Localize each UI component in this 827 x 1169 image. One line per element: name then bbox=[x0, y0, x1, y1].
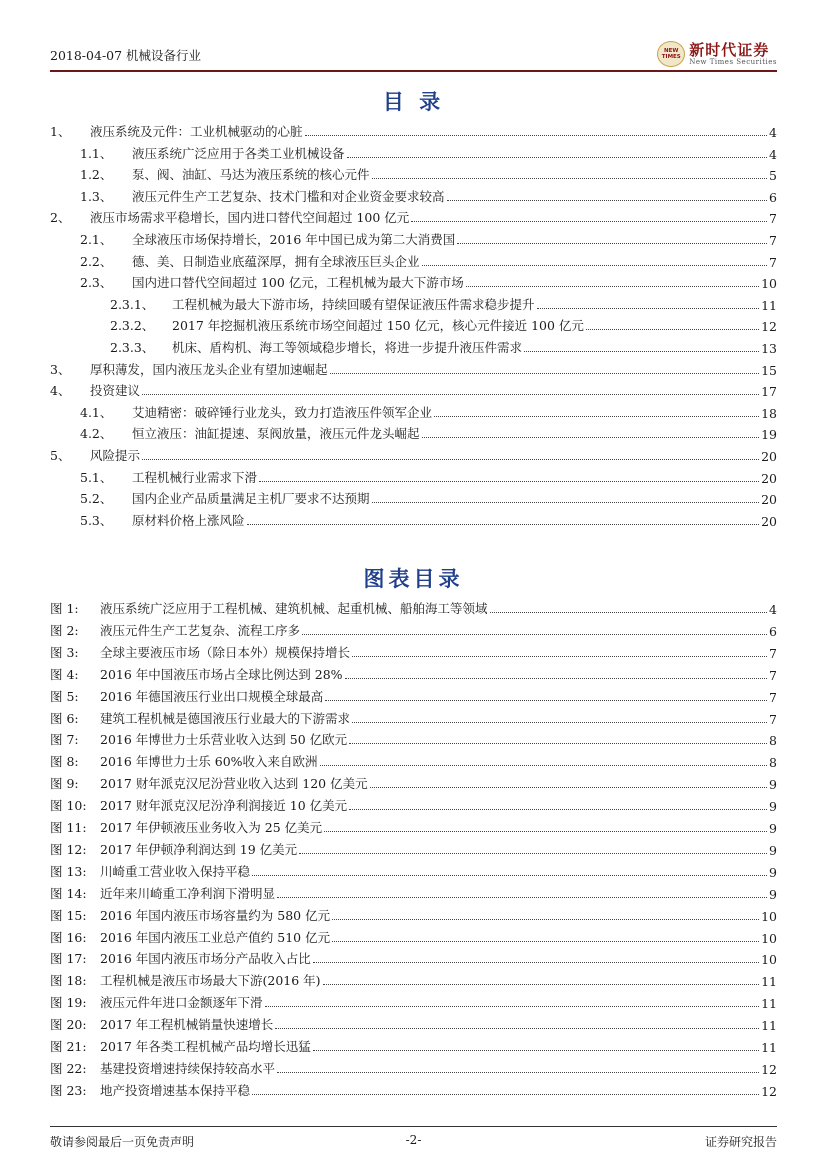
figure-page-number: 10 bbox=[761, 930, 777, 946]
figure-leader-dots bbox=[275, 1028, 759, 1029]
toc-number: 4.2、 bbox=[80, 426, 113, 442]
figure-title: 液压元件年进口金额逐年下滑 bbox=[100, 995, 263, 1011]
toc-number: 1、 bbox=[50, 124, 71, 139]
toc-entry[interactable] bbox=[50, 207, 777, 226]
figure-entry[interactable] bbox=[50, 970, 777, 989]
figure-number: 图 13: bbox=[50, 863, 87, 879]
figure-entry[interactable] bbox=[50, 664, 777, 683]
toc-title: 国内进口替代空间超过 100 亿元，工程机械为最大下游市场 bbox=[132, 275, 464, 291]
toc-number: 4、 bbox=[50, 383, 71, 399]
figure-title: 液压元件生产工艺复杂、流程工序多 bbox=[100, 622, 301, 638]
figure-page-number: 12 bbox=[761, 1083, 777, 1099]
toc-page-number: 4 bbox=[769, 146, 777, 162]
figure-number: 图 3: bbox=[50, 644, 79, 660]
toc-page-number: 11 bbox=[761, 297, 777, 313]
figure-title: 2016 年国内液压市场分产品收入占比 bbox=[100, 951, 311, 967]
figure-page-number: 11 bbox=[761, 996, 777, 1012]
toc-entry[interactable] bbox=[50, 445, 777, 464]
figure-title: 近年来川崎重工净利润下滑明显 bbox=[100, 885, 276, 901]
figure-title: 液压系统广泛应用于工程机械、建筑机械、起重机械、船舶海工等领域 bbox=[100, 601, 488, 616]
figure-number: 图 14: bbox=[50, 885, 87, 901]
toc-title: 机床、盾构机、海工等领域稳步增长，将进一步提升液压件需求 bbox=[172, 340, 523, 355]
toc-page-number: 10 bbox=[761, 276, 777, 292]
figure-leader-dots bbox=[313, 1050, 759, 1051]
toc-entry[interactable] bbox=[80, 229, 777, 248]
toc-page-number: 20 bbox=[761, 513, 777, 529]
toc-page-number: 15 bbox=[761, 362, 777, 378]
toc-page-number: 4 bbox=[769, 125, 777, 140]
toc-entry[interactable] bbox=[80, 164, 777, 183]
figure-number: 图 8: bbox=[50, 754, 79, 770]
figure-page-number: 9 bbox=[769, 842, 777, 858]
toc-title: 德、美、日制造业底蕴深厚，拥有全球液压巨头企业 bbox=[132, 253, 420, 269]
figure-number: 图 23: bbox=[50, 1082, 87, 1098]
logo-emblem-icon: NEW TIMES bbox=[657, 41, 685, 67]
figure-leader-dots bbox=[277, 897, 767, 898]
toc-page-number: 13 bbox=[761, 341, 777, 356]
toc-leader-dots bbox=[305, 135, 768, 136]
figure-number: 图 10: bbox=[50, 798, 87, 814]
toc-page-number: 6 bbox=[769, 189, 777, 205]
figure-entry[interactable] bbox=[50, 729, 777, 748]
toc-number: 2.1、 bbox=[80, 232, 113, 247]
toc-entry[interactable] bbox=[80, 143, 777, 162]
figure-page-number: 8 bbox=[769, 755, 777, 771]
toc-title: 投资建议 bbox=[90, 383, 141, 399]
toc-title: 全球液压市场保持增长，2016 年中国已成为第二大消费国 bbox=[132, 232, 456, 247]
toc-entry[interactable] bbox=[50, 121, 777, 140]
toc-page-number: 18 bbox=[761, 405, 777, 421]
toc-leader-dots bbox=[447, 200, 768, 201]
toc-entry[interactable] bbox=[80, 423, 777, 442]
toc-leader-dots bbox=[524, 351, 759, 352]
toc-leader-dots bbox=[466, 286, 759, 287]
figure-leader-dots bbox=[277, 1072, 759, 1073]
figure-entry[interactable] bbox=[50, 883, 777, 902]
toc-number: 2.3、 bbox=[80, 275, 113, 291]
toc-page-number: 20 bbox=[761, 492, 777, 508]
figure-number: 图 7: bbox=[50, 732, 79, 748]
header-date-industry: 2018-04-07 机械设备行业 bbox=[50, 48, 202, 63]
figure-title: 2017 财年派克汉尼汾净利润接近 10 亿美元 bbox=[100, 798, 348, 814]
figure-leader-dots bbox=[345, 678, 768, 679]
toc-leader-dots bbox=[142, 459, 759, 460]
figure-leader-dots bbox=[490, 612, 768, 613]
toc-title: 液压系统广泛应用于各类工业机械设备 bbox=[132, 145, 345, 161]
toc-number: 1.2、 bbox=[80, 167, 113, 183]
figure-number: 图 6: bbox=[50, 710, 79, 726]
toc-heading: 目 录 bbox=[382, 89, 445, 114]
toc-leader-dots bbox=[142, 394, 759, 395]
toc-number: 1.1、 bbox=[80, 145, 113, 161]
figure-title: 基建投资增速持续保持较高水平 bbox=[100, 1060, 276, 1076]
toc-entry[interactable] bbox=[110, 294, 777, 313]
toc-number: 5.2、 bbox=[80, 491, 113, 507]
company-logo bbox=[657, 40, 777, 68]
toc-title: 液压元件生产工艺复杂、技术门槛和对企业资金要求较高 bbox=[132, 188, 445, 204]
figure-entry[interactable] bbox=[50, 817, 777, 836]
figure-entry[interactable] bbox=[50, 861, 777, 880]
figure-leader-dots bbox=[302, 634, 767, 635]
figure-entry[interactable] bbox=[50, 1080, 777, 1099]
toc-leader-dots bbox=[434, 416, 759, 417]
toc-number: 5.1、 bbox=[80, 469, 113, 485]
figure-entry[interactable] bbox=[50, 905, 777, 924]
toc-number: 2.3.1、 bbox=[110, 296, 155, 312]
figure-number: 图 2: bbox=[50, 622, 79, 638]
figure-page-number: 11 bbox=[761, 1040, 777, 1055]
figure-page-number: 11 bbox=[761, 1018, 777, 1034]
figure-leader-dots bbox=[352, 722, 767, 723]
figure-leader-dots bbox=[370, 787, 767, 788]
figure-title: 2016 年国内液压工业总产值约 510 亿元 bbox=[100, 929, 331, 945]
footer-rule bbox=[50, 1126, 777, 1127]
toc-entry[interactable] bbox=[80, 467, 777, 486]
toc-leader-dots bbox=[411, 221, 767, 222]
toc-title: 国内企业产品质量满足主机厂要求不达预期 bbox=[132, 491, 370, 507]
toc-title: 原材料价格上涨风险 bbox=[132, 512, 245, 528]
toc-title: 工程机械为最大下游市场，持续回暖有望保证液压件需求稳步提升 bbox=[172, 296, 535, 312]
toc-page-number: 20 bbox=[761, 449, 777, 464]
toc-page-number: 19 bbox=[761, 427, 777, 443]
toc-leader-dots bbox=[457, 243, 767, 244]
figure-title: 2016 年博世力士乐营业收入达到 50 亿欧元 bbox=[100, 732, 348, 748]
figure-number: 图 22: bbox=[50, 1060, 87, 1076]
toc-page-number: 7 bbox=[769, 211, 777, 227]
figure-title: 2017 年伊顿液压业务收入为 25 亿美元 bbox=[100, 820, 323, 835]
toc-leader-dots bbox=[330, 373, 760, 374]
figure-entry[interactable] bbox=[50, 1014, 777, 1033]
figure-entry[interactable] bbox=[50, 686, 777, 705]
figure-page-number: 7 bbox=[769, 645, 777, 661]
figure-title: 工程机械是液压市场最大下游(2016 年) bbox=[100, 973, 321, 989]
figure-entry[interactable] bbox=[50, 598, 777, 617]
figure-entry[interactable] bbox=[50, 642, 777, 661]
page-header bbox=[50, 40, 777, 68]
toc-entry[interactable] bbox=[110, 337, 777, 356]
toc-leader-dots bbox=[422, 265, 768, 266]
figure-leader-dots bbox=[349, 743, 767, 744]
toc-number: 3、 bbox=[50, 361, 71, 377]
figure-entry[interactable] bbox=[50, 795, 777, 814]
toc-title: 风险提示 bbox=[90, 448, 141, 463]
logo-english-name: New Times Securities bbox=[689, 58, 777, 66]
toc-page-number: 12 bbox=[761, 319, 777, 335]
figure-entry[interactable] bbox=[50, 1036, 777, 1055]
toc-page-number: 5 bbox=[769, 168, 777, 184]
figure-page-number: 9 bbox=[769, 777, 777, 793]
toc-page-number: 17 bbox=[761, 384, 777, 400]
toc-title: 液压市场需求平稳增长，国内进口替代空间超过 100 亿元 bbox=[90, 210, 410, 226]
figure-number: 图 4: bbox=[50, 666, 79, 682]
figure-page-number: 10 bbox=[761, 952, 777, 968]
toc-entry[interactable] bbox=[80, 251, 777, 270]
figure-page-number: 7 bbox=[769, 711, 777, 727]
figure-page-number: 4 bbox=[769, 602, 777, 617]
figure-page-number: 10 bbox=[761, 908, 777, 924]
figure-number: 图 15: bbox=[50, 907, 87, 923]
toc-title: 恒立液压：油缸提速、泵阀放量，液压元件龙头崛起 bbox=[132, 426, 420, 442]
figure-number: 图 12: bbox=[50, 841, 87, 857]
figure-leader-dots bbox=[323, 984, 760, 985]
toc-entry[interactable] bbox=[80, 186, 777, 205]
figure-title: 全球主要液压市场（除日本外）规模保持增长 bbox=[100, 644, 351, 660]
toc-title: 厚积薄发，国内液压龙头企业有望加速崛起 bbox=[90, 361, 328, 377]
toc-number: 4.1、 bbox=[80, 404, 113, 420]
figure-leader-dots bbox=[313, 962, 759, 963]
toc-entry[interactable] bbox=[80, 510, 777, 529]
toc-entry[interactable] bbox=[110, 315, 777, 334]
toc-number: 2.3.2、 bbox=[110, 318, 155, 334]
figure-page-number: 6 bbox=[769, 623, 777, 639]
toc-leader-dots bbox=[372, 502, 760, 503]
figure-leader-dots bbox=[332, 941, 759, 942]
figure-number: 图 21: bbox=[50, 1039, 87, 1054]
figure-entry[interactable] bbox=[50, 620, 777, 639]
figure-title: 川崎重工营业收入保持平稳 bbox=[100, 863, 251, 879]
toc-leader-dots bbox=[372, 178, 768, 179]
toc-title: 泵、阀、油缸、马达为液压系统的核心元件 bbox=[132, 167, 370, 183]
figure-leader-dots bbox=[325, 700, 767, 701]
figure-entry[interactable] bbox=[50, 948, 777, 967]
figure-title: 2017 年各类工程机械产品均增长迅猛 bbox=[100, 1039, 311, 1054]
toc-number: 5、 bbox=[50, 448, 71, 463]
figure-number: 图 1: bbox=[50, 601, 79, 616]
figure-title: 地产投资增速基本保持平稳 bbox=[100, 1082, 251, 1098]
figure-number: 图 20: bbox=[50, 1017, 87, 1033]
toc-title: 2017 年挖掘机液压系统市场空间超过 150 亿元，核心元件接近 100 亿元 bbox=[172, 318, 584, 334]
figure-title: 2016 年德国液压行业出口规模全球最高 bbox=[100, 688, 324, 704]
figure-page-number: 9 bbox=[769, 886, 777, 902]
toc-leader-dots bbox=[247, 524, 760, 525]
header-rule bbox=[50, 70, 777, 72]
figure-entry[interactable] bbox=[50, 839, 777, 858]
figure-number: 图 5: bbox=[50, 688, 79, 704]
figure-number: 图 11: bbox=[50, 820, 87, 835]
toc-leader-dots bbox=[586, 329, 759, 330]
toc-title: 液压系统及元件：工业机械驱动的心脏 bbox=[90, 124, 303, 139]
figure-leader-dots bbox=[299, 853, 767, 854]
figure-page-number: 9 bbox=[769, 799, 777, 815]
figure-list-heading: 图表目录 bbox=[363, 566, 464, 591]
figure-title: 2016 年国内液压市场容量约为 580 亿元 bbox=[100, 907, 331, 923]
figure-title: 建筑工程机械是德国液压行业最大的下游需求 bbox=[100, 710, 351, 726]
toc-entry[interactable] bbox=[50, 359, 777, 378]
toc-entry[interactable] bbox=[80, 272, 777, 291]
figure-number: 图 19: bbox=[50, 995, 87, 1011]
figure-leader-dots bbox=[320, 765, 768, 766]
toc-page-number: 7 bbox=[769, 254, 777, 270]
logo-chinese-name: 新时代证券 bbox=[689, 41, 770, 59]
toc-number: 2.2、 bbox=[80, 253, 113, 269]
figure-leader-dots bbox=[352, 656, 767, 657]
toc-leader-dots bbox=[259, 481, 759, 482]
footer-report-type: 证券研究报告 bbox=[704, 1135, 777, 1149]
toc-title: 工程机械行业需求下滑 bbox=[132, 469, 258, 485]
toc-entry[interactable] bbox=[50, 380, 777, 399]
figure-entry[interactable] bbox=[50, 927, 777, 946]
figure-title: 2016 年博世力士乐 60%收入来自欧洲 bbox=[100, 754, 318, 770]
figure-leader-dots bbox=[265, 1006, 760, 1007]
toc-page-number: 7 bbox=[769, 233, 777, 248]
figure-number: 图 9: bbox=[50, 776, 79, 792]
toc-number: 2.3.3、 bbox=[110, 340, 155, 355]
figure-entry[interactable] bbox=[50, 773, 777, 792]
figure-number: 图 18: bbox=[50, 973, 87, 989]
toc-title: 艾迪精密：破碎锤行业龙头，致力打造液压件领军企业 bbox=[132, 404, 433, 420]
figure-number: 图 17: bbox=[50, 951, 87, 967]
figure-page-number: 7 bbox=[769, 667, 777, 683]
figure-entry[interactable] bbox=[50, 1058, 777, 1077]
figure-leader-dots bbox=[332, 919, 759, 920]
footer-disclaimer: 敬请参阅最后一页免责声明 bbox=[50, 1135, 195, 1149]
figure-leader-dots bbox=[349, 809, 767, 810]
toc-leader-dots bbox=[537, 308, 760, 309]
figure-page-number: 8 bbox=[769, 733, 777, 749]
toc-number: 1.3、 bbox=[80, 188, 113, 204]
figure-entry[interactable] bbox=[50, 992, 777, 1011]
toc-leader-dots bbox=[422, 437, 760, 438]
figure-page-number: 7 bbox=[769, 689, 777, 705]
toc-entry[interactable] bbox=[80, 402, 777, 421]
figure-number: 图 16: bbox=[50, 929, 87, 945]
figure-page-number: 11 bbox=[761, 974, 777, 990]
toc-leader-dots bbox=[347, 157, 768, 158]
figure-page-number: 9 bbox=[769, 864, 777, 880]
figure-title: 2016 年中国液压市场占全球比例达到 28% bbox=[100, 666, 343, 682]
toc-number: 5.3、 bbox=[80, 512, 113, 528]
toc-page-number: 20 bbox=[761, 470, 777, 486]
figure-title: 2017 财年派克汉尼汾营业收入达到 120 亿美元 bbox=[100, 776, 368, 792]
figure-leader-dots bbox=[324, 831, 767, 832]
figure-entry[interactable] bbox=[50, 708, 777, 727]
figure-leader-dots bbox=[252, 1094, 759, 1095]
figure-page-number: 12 bbox=[761, 1061, 777, 1077]
footer-page-number: -2- bbox=[405, 1133, 422, 1147]
figure-title: 2017 年工程机械销量快速增长 bbox=[100, 1017, 274, 1033]
figure-entry[interactable] bbox=[50, 751, 777, 770]
toc-number: 2、 bbox=[50, 210, 71, 226]
figure-title: 2017 年伊顿净利润达到 19 亿美元 bbox=[100, 841, 298, 857]
figure-page-number: 9 bbox=[769, 821, 777, 836]
toc-entry[interactable] bbox=[80, 488, 777, 507]
figure-leader-dots bbox=[252, 875, 767, 876]
